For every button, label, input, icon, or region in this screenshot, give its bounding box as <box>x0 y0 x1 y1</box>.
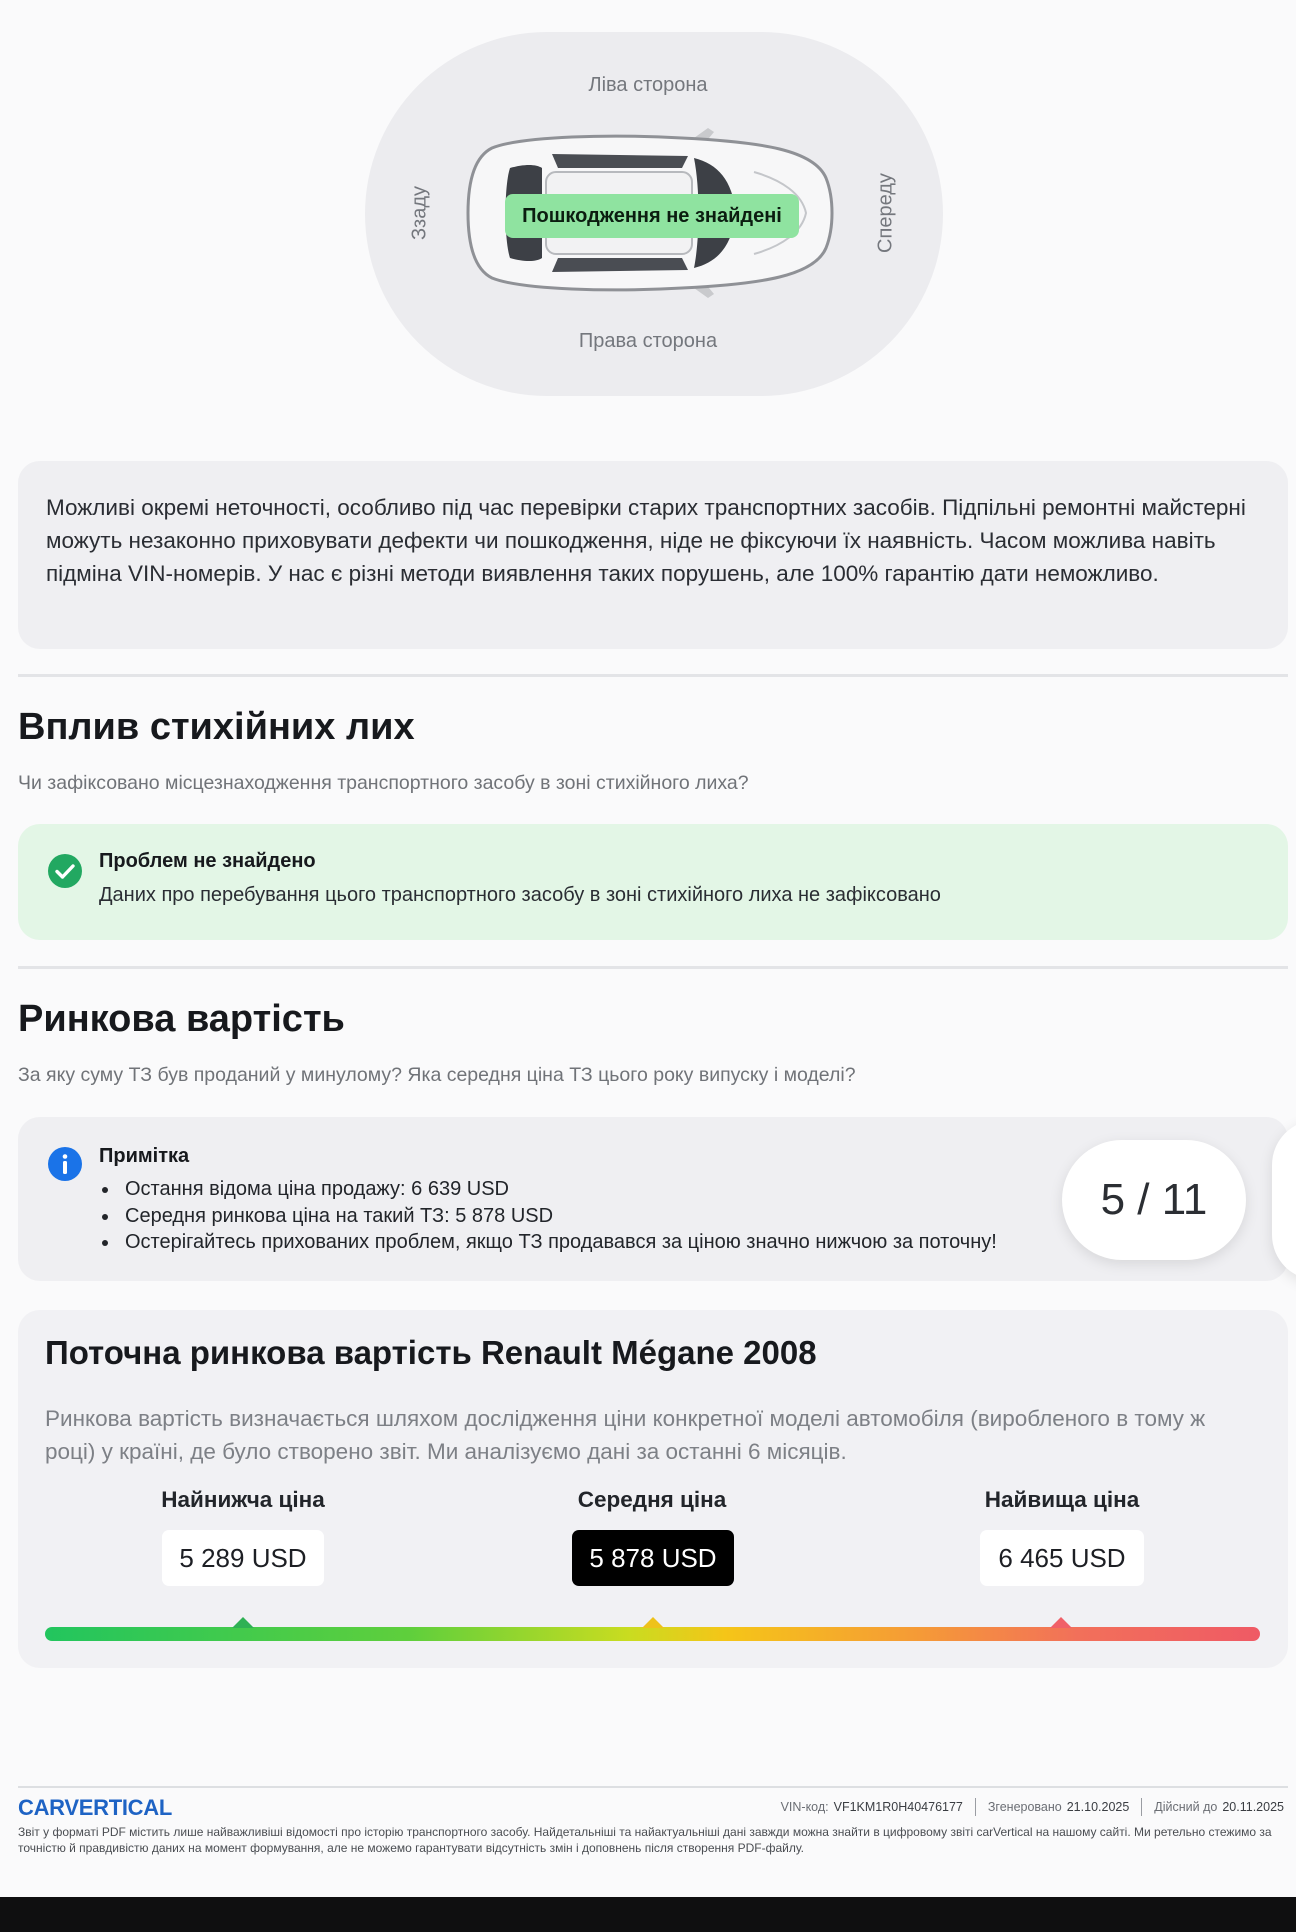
valid-until-date: 20.11.2025 <box>1222 1800 1284 1814</box>
valid-until-label: Дійсний до <box>1154 1800 1218 1814</box>
list-item: Середня ринкова ціна на такий ТЗ: 5 878 USD <box>99 1203 997 1230</box>
note-title: Примітка <box>99 1145 190 1167</box>
vin-value: VF1KM1R0H40476177 <box>833 1800 963 1814</box>
current-market-value-title: Поточна ринкова вартість Renault Mégane 2008 <box>45 1334 817 1371</box>
current-market-value-description: Ринкова вартість визначається шляхом дослідження ціни конкретної моделі автомобіля (виробленого в тому ж році) у країні, де було створено звіт. Ми аналізуємо дані за останні 6 місяців. <box>45 1406 1206 1464</box>
bottom-system-bar <box>0 1897 1296 1932</box>
generated-label: Згенеровано <box>987 1800 1062 1814</box>
lowest-price-marker <box>232 1617 254 1628</box>
highest-price-value: 6 465 USD <box>980 1530 1144 1586</box>
rear-label: Ззаду <box>408 185 431 241</box>
highest-price-marker <box>1050 1617 1072 1628</box>
disasters-title: Вплив стихійних лих <box>18 706 415 748</box>
list-item: Остерігайтесь прихованих проблем, якщо ТЗ продавався за ціною значно нижчою за поточну! <box>99 1229 997 1256</box>
average-price-marker <box>642 1617 664 1628</box>
disasters-status-title: Проблем не знайдено <box>99 850 316 872</box>
footer-divider <box>18 1786 1288 1788</box>
price-range-bar <box>45 1627 1260 1641</box>
average-price-value: 5 878 USD <box>572 1530 734 1586</box>
section-divider <box>18 966 1288 969</box>
generated-date: 21.10.2025 <box>1066 1800 1130 1814</box>
disasters-status-text: Даних про перебування цього транспортного засобу в зоні стихійного лиха не зафіксовано <box>99 884 941 906</box>
market-title: Ринкова вартість <box>18 998 345 1040</box>
section-divider <box>18 674 1288 677</box>
lowest-price-label: Найнижча ціна <box>161 1487 325 1512</box>
market-subtitle: За яку суму ТЗ був проданий у минулому? Яка середня ціна ТЗ цього року випуску і моделі? <box>18 1064 856 1086</box>
right-side-label: Права сторона <box>578 330 718 352</box>
damage-status-badge: Пошкодження не знайдені <box>505 194 799 238</box>
carvertical-logo: CARVERTICAL <box>18 1795 172 1820</box>
left-side-label: Ліва сторона <box>588 74 708 96</box>
meta-separator <box>975 1798 976 1816</box>
check-circle-icon <box>47 853 83 889</box>
footer-meta <box>781 1798 1284 1816</box>
highest-price-label: Найвища ціна <box>984 1487 1140 1512</box>
page-indicator[interactable]: 5 / 11 <box>1062 1140 1246 1260</box>
footer-note: Звіт у форматі PDF містить лише найважливіші відомості про історію транспортного засобу. Найдетальніші та найактуальніші дані завжди можна знайти в цифровому звіті carVertical на нашому сайті. Ми ретельно стежимо за точністю й правдивістю даних на момент формування, але не можемо гарантувати відсутність змін і доповнень після створення PDF-файлу. <box>18 1825 1272 1855</box>
lowest-price-value: 5 289 USD <box>162 1530 324 1586</box>
disasters-status-card <box>18 824 1288 940</box>
list-item: Остання відома ціна продажу: 6 639 USD <box>99 1176 997 1203</box>
disclaimer-text: Можливі окремі неточності, особливо під час перевірки старих транспортних засобів. Підпільні ремонтні майстерні можуть незаконно приховувати дефекти чи пошкодження, ніде не фіксуючи їх наявність. Часом можлива навіть підміна VIN-номерів. У нас є різні методи виявлення таких порушень, але 100% гарантію дати неможливо. <box>18 461 1288 649</box>
front-label: Спереду <box>874 173 897 253</box>
vin-label: VIN-код: <box>780 1800 829 1814</box>
info-icon <box>47 1146 83 1182</box>
average-price-label: Середня ціна <box>577 1487 727 1512</box>
disasters-subtitle: Чи зафіксовано місцезнаходження транспортного засобу в зоні стихійного лиха? <box>18 772 749 794</box>
note-list <box>99 1176 997 1256</box>
meta-separator <box>1141 1798 1142 1816</box>
